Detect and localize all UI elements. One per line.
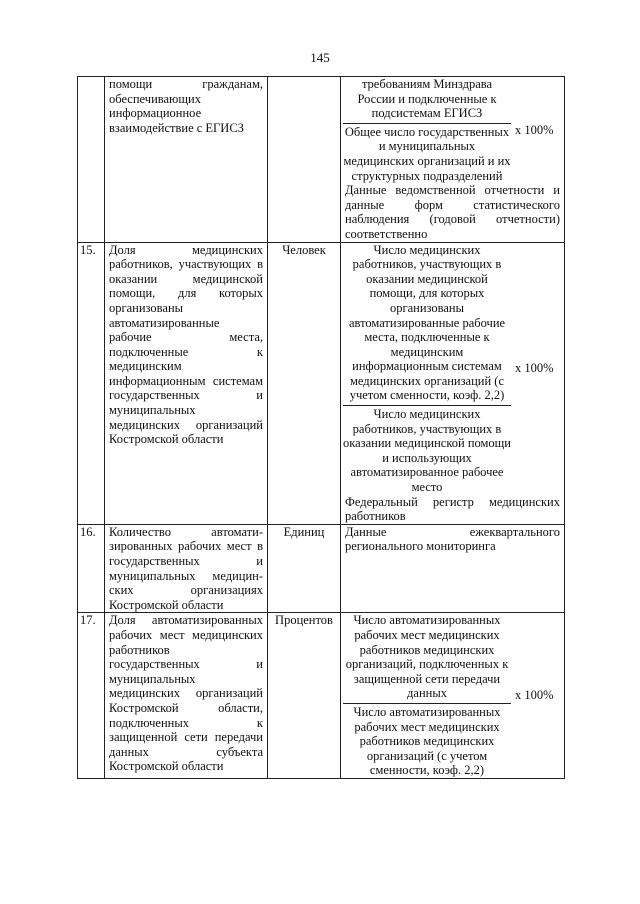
- fraction-line: [343, 703, 511, 704]
- formula-denominator: Число медицинских работников, участвующих в оказании медицинской помощи и использующих автоматизированное рабочее место: [343, 407, 511, 495]
- row-number: [78, 77, 105, 243]
- indicator-name: Доля автоматизированных рабочих мест медицинских работников государственных и муниципальных медицинских организаций Костромской области, подключенных к защищенной сети передачи данных субъекта Костромской области: [105, 613, 268, 779]
- fraction-line: [343, 123, 511, 124]
- formula-cell: [341, 77, 565, 243]
- data-source-cell: [341, 524, 565, 613]
- formula-multiplier: x 100%: [515, 688, 554, 703]
- formula-multiplier: x 100%: [515, 122, 554, 137]
- formula-cell: [341, 242, 565, 524]
- formula-numerator: Число автоматизированных рабочих мест медицинских работников медицинских организаций, подключенных к защищенной сети передачи данных: [345, 613, 509, 701]
- table-row: [78, 242, 565, 524]
- table-row: [78, 613, 565, 779]
- formula-numerator: требованиям Минздрава России и подключенные к подсистемам ЕГИСЗ: [357, 77, 497, 121]
- unit-cell: Единиц: [268, 524, 341, 613]
- fraction-line: [343, 405, 511, 406]
- formula-denominator: Число автоматизированных рабочих мест медицинских работников медицинских организаций (с учетом сменности, коэф. 2,2): [353, 704, 501, 778]
- data-source: Данные ведомственной отчетности и данные форм статистического наблюдения (годовой отчетности) соответственно: [345, 183, 560, 241]
- row-number: 16.: [78, 524, 105, 613]
- indicator-name: помощи гражданам, обеспечивающих информационное взаимодействие с ЕГИСЗ: [105, 77, 268, 243]
- indicator-name: Доля медицинских работников, участвующих в оказании медицинской помощи, для которых организованы автоматизированные рабочие места, подключенные к медицинским информационным системам государственных и муниципальных медицинских организаций Костромской области: [105, 242, 268, 524]
- indicators-table: [77, 76, 565, 779]
- unit-cell: Процентов: [268, 613, 341, 779]
- table-row: [78, 524, 565, 613]
- unit-cell: Человек: [268, 242, 341, 524]
- page-number: 145: [310, 50, 330, 65]
- indicator-name: Количество автомати-зированных рабочих мест в государственных и муниципальных медицин-ских организациях Костромской области: [105, 524, 268, 613]
- row-number: 15.: [78, 242, 105, 524]
- data-source: Данные ежеквартального регионального мониторинга: [345, 524, 560, 554]
- formula-denominator: Общее число государственных и муниципальных медицинских организаций и их структурных подразделений: [343, 124, 511, 183]
- formula-cell: [341, 613, 565, 779]
- data-source: Федеральный регистр медицинских работников: [345, 494, 560, 524]
- formula-multiplier: x 100%: [515, 361, 554, 376]
- table-row: [78, 77, 565, 243]
- formula-numerator: Число медицинских работников, участвующих в оказании медицинской помощи, для которых организованы автоматизированные рабочие места, подключенные к медицинским информационным системам медицинских организаций (с учетом сменности, коэф. 2,2): [348, 242, 506, 403]
- row-number: 17.: [78, 613, 105, 779]
- unit-cell: [268, 77, 341, 243]
